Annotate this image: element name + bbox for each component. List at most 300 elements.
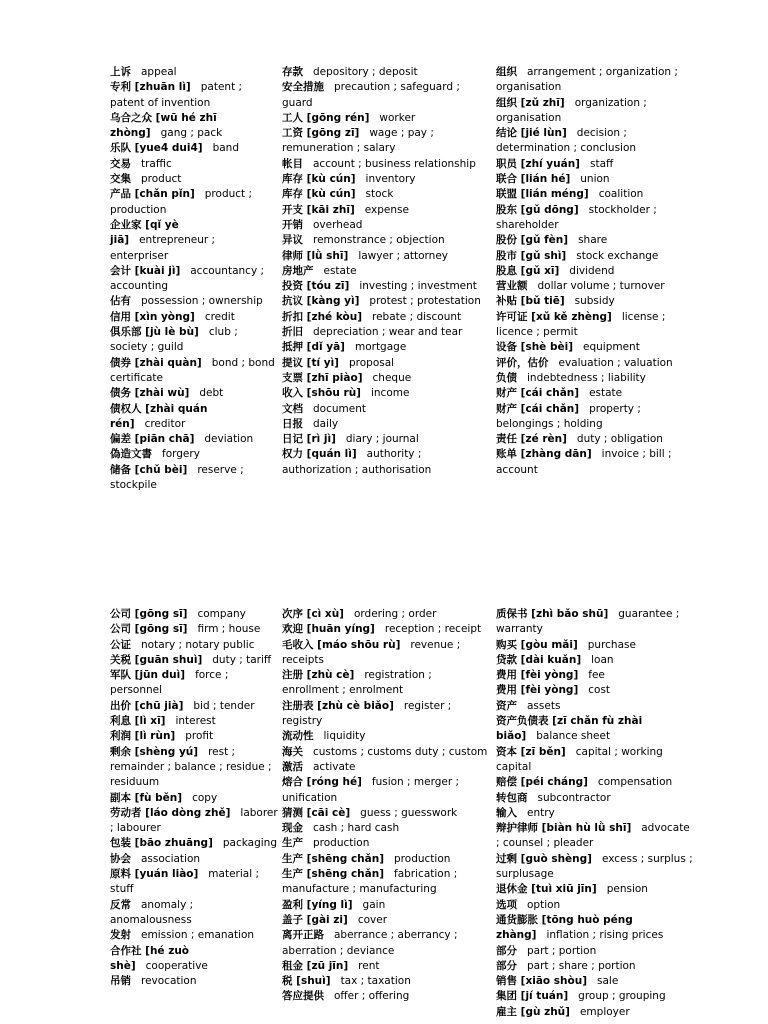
- entry-headword: 设备 [shè bèi]: [496, 341, 573, 354]
- glossary-entry: [110, 791, 278, 806]
- entry-headword: 工资 [gōng zī]: [282, 127, 360, 140]
- entry-headword: 利润 [lì rùn]: [110, 730, 176, 743]
- glossary-entry: [496, 203, 686, 234]
- entry-gloss: proposal: [348, 356, 395, 369]
- entry-gloss: cash ; hard cash: [313, 822, 400, 835]
- entry-gloss: employer: [579, 1005, 630, 1018]
- entry-headword: 销售 [xiāo shòu]: [496, 975, 587, 988]
- glossary-entry: [282, 371, 492, 386]
- entry-headword: 权力 [quán lì]: [282, 448, 357, 461]
- glossary-entry: [496, 745, 696, 776]
- entry-gloss: expense: [364, 203, 409, 216]
- entry-gloss: possession ; ownership: [141, 295, 263, 308]
- entry-gloss: equipment: [583, 341, 640, 354]
- glossary-entry: [282, 989, 492, 1004]
- entry-gloss: cover: [357, 913, 388, 926]
- glossary-entry: [282, 80, 492, 111]
- glossary-column-3: [496, 65, 686, 478]
- glossary-entry: [110, 356, 276, 387]
- entry-gloss: depreciation ; wear and tear: [313, 326, 463, 339]
- entry-headword: 文档: [282, 402, 303, 415]
- entry-headword: 债务 [zhài wù]: [110, 387, 190, 400]
- entry-gloss: entry: [527, 806, 555, 819]
- entry-headword: 盈利 [yíng lì]: [282, 898, 353, 911]
- entry-gloss: license ; licence ; permit: [496, 310, 666, 339]
- entry-headword: 质保书 [zhì bǎo shū]: [496, 608, 609, 620]
- glossary-column-5: [282, 607, 492, 1005]
- entry-headword: 盖子 [gài zi]: [282, 913, 348, 926]
- glossary-entry: [496, 1005, 696, 1020]
- entry-gloss: reception ; receipt: [384, 623, 482, 636]
- entry-headword: 毛收入 [máo shōu rù]: [282, 638, 401, 651]
- entry-headword: 产品 [chǎn pǐn]: [110, 188, 195, 201]
- glossary-entry: [282, 974, 492, 989]
- entry-headword: 股市 [gǔ shì]: [496, 249, 567, 262]
- entry-headword: 股息 [gǔ xī]: [496, 264, 560, 277]
- entry-gloss: stock exchange: [576, 249, 659, 262]
- glossary-entry: [496, 65, 686, 96]
- glossary-entry: [282, 264, 492, 279]
- entry-headword: 公司 [gōng sī]: [110, 608, 188, 620]
- entry-headword: 折旧: [282, 326, 303, 339]
- entry-gloss: customs ; customs duty ; custom: [313, 745, 488, 758]
- glossary-entry: [110, 852, 278, 867]
- entry-headword: 劳动者 [láo dòng zhě]: [110, 806, 231, 819]
- glossary-entry: [110, 714, 278, 729]
- glossary-entry: [282, 249, 492, 264]
- entry-gloss: property ; belongings ; holding: [496, 402, 641, 430]
- entry-gloss: laborer ; labourer: [110, 806, 278, 835]
- entry-gloss: entrepreneur ; enterpriser: [110, 234, 216, 262]
- entry-headword: 集团 [jí tuán]: [496, 990, 569, 1003]
- entry-headword: 选项: [496, 898, 517, 911]
- entry-gloss: account ; business relationship: [313, 157, 476, 170]
- entry-headword: 会计 [kuài jì]: [110, 264, 181, 277]
- entry-gloss: stockholder ; shareholder: [496, 203, 657, 231]
- entry-headword: 联合 [lián hé]: [496, 173, 571, 186]
- entry-gloss: inflation ; rising prices: [546, 929, 664, 942]
- entry-headword: 日报: [282, 417, 303, 430]
- entry-headword: 财产 [cái chǎn]: [496, 402, 580, 415]
- entry-headword: 账单 [zhàng dān]: [496, 448, 592, 461]
- glossary-entry: [496, 402, 686, 433]
- entry-gloss: product: [141, 173, 182, 186]
- glossary-entry: [496, 371, 686, 386]
- entry-headword: 资产: [496, 699, 517, 712]
- entry-gloss: part ; share ; portion: [527, 959, 636, 972]
- glossary-entry: [282, 325, 492, 340]
- glossary-entry: [282, 867, 492, 898]
- entry-gloss: activate: [313, 760, 356, 773]
- glossary-entry: [110, 294, 276, 309]
- entry-headword: 购买 [gòu mǎi]: [496, 638, 578, 651]
- entry-gloss: ordering ; order: [353, 608, 437, 620]
- entry-gloss: advocate ; counsel ; pleader: [496, 822, 690, 850]
- glossary-entry: [496, 340, 686, 355]
- entry-headword: 评价，估价: [496, 356, 549, 369]
- entry-gloss: bond ; bond certificate: [110, 356, 275, 384]
- entry-gloss: estate: [323, 264, 357, 277]
- glossary-entry: [496, 959, 696, 974]
- entry-gloss: registration ; enrollment ; enrolment: [282, 669, 432, 697]
- entry-headword: 利息 [lì xī]: [110, 715, 166, 728]
- entry-gloss: profit: [185, 730, 214, 743]
- entry-gloss: revenue ; receipts: [282, 638, 461, 666]
- entry-headword: 资产负债表 [zī chǎn fù zhài biǎo]: [496, 715, 643, 743]
- glossary-entry: [496, 386, 686, 401]
- glossary-entry: [282, 356, 492, 371]
- entry-headword: 库存 [kù cún]: [282, 173, 356, 186]
- glossary-entry: [282, 172, 492, 187]
- entry-gloss: copy: [192, 791, 218, 804]
- entry-gloss: appeal: [141, 66, 177, 78]
- glossary-entry: [496, 775, 696, 790]
- entry-headword: 军队 [jūn duì]: [110, 669, 186, 682]
- entry-gloss: invoice ; bill ; account: [496, 448, 672, 476]
- entry-headword: 组织 [zǔ zhī]: [496, 96, 565, 109]
- glossary-entry: [496, 944, 696, 959]
- entry-gloss: inventory: [365, 173, 416, 186]
- entry-gloss: subsidy: [574, 295, 615, 308]
- glossary-entry: [110, 65, 276, 80]
- glossary-entry: [110, 325, 276, 356]
- glossary-entry: [496, 279, 686, 294]
- entry-gloss: production: [313, 837, 370, 850]
- entry-headword: 税 [shuì]: [282, 975, 331, 988]
- glossary-entry: [496, 882, 696, 897]
- glossary-entry: [496, 607, 696, 638]
- entry-headword: 律师 [lǜ shī]: [282, 249, 349, 262]
- entry-headword: 提议 [tí yì]: [282, 356, 339, 369]
- entry-headword: 生产 [shēng chǎn]: [282, 852, 385, 865]
- glossary-entry: [282, 386, 492, 401]
- entry-gloss: material ; stuff: [110, 868, 259, 896]
- entry-headword: 支票 [zhī piào]: [282, 371, 363, 384]
- glossary-entry: [496, 791, 696, 806]
- entry-headword: 抵押 [dǐ yā]: [282, 341, 345, 354]
- glossary-entry: [110, 836, 278, 851]
- glossary-entry: [496, 668, 696, 683]
- glossary-entry: [110, 386, 276, 401]
- entry-gloss: arrangement ; organization ; organisation: [496, 66, 678, 94]
- entry-gloss: rest ; remainder ; balance ; residue ; residuum: [110, 745, 272, 789]
- entry-gloss: force ; personnel: [110, 669, 229, 697]
- entry-headword: 包装 [bāo zhuāng]: [110, 837, 213, 850]
- entry-gloss: organization ; organisation: [496, 96, 647, 124]
- glossary-entry: [282, 745, 492, 760]
- glossary-entry: [282, 432, 492, 447]
- entry-gloss: indebtedness ; liability: [527, 371, 646, 384]
- entry-headword: 贷款 [dài kuǎn]: [496, 653, 582, 666]
- entry-gloss: estate: [589, 387, 623, 400]
- entry-gloss: club ; society ; guild: [110, 326, 238, 354]
- entry-headword: 反常: [110, 898, 131, 911]
- glossary-entry: [282, 203, 492, 218]
- glossary-entry: [110, 699, 278, 714]
- entry-gloss: duty ; obligation: [576, 433, 663, 446]
- glossary-entry: [282, 852, 492, 867]
- entry-gloss: register ; registry: [282, 699, 452, 728]
- entry-gloss: daily: [313, 417, 339, 430]
- glossary-entry: [282, 638, 492, 669]
- entry-gloss: reserve ; stockpile: [110, 463, 244, 492]
- glossary-entry: [496, 913, 696, 944]
- entry-headword: 剩余 [shèng yú]: [110, 745, 199, 758]
- entry-headword: 储备 [chǔ bèi]: [110, 463, 188, 476]
- entry-gloss: accountancy ; accounting: [110, 264, 265, 293]
- entry-gloss: liquidity: [323, 730, 366, 743]
- entry-headword: 偽造文書: [110, 448, 152, 461]
- entry-gloss: purchase: [587, 638, 636, 651]
- glossary-entry: [496, 653, 696, 668]
- entry-gloss: cooperative: [145, 959, 208, 972]
- glossary-entry: [496, 974, 696, 989]
- entry-gloss: capital ; working capital: [496, 745, 663, 773]
- entry-headword: 补贴 [bǔ tiē]: [496, 295, 565, 308]
- entry-headword: 企业家 [qǐ yè jiā]: [110, 218, 179, 247]
- entry-headword: 关税 [guān shuì]: [110, 653, 203, 666]
- glossary-entry: [110, 745, 278, 791]
- glossary-entry: [282, 279, 492, 294]
- entry-headword: 营业额: [496, 280, 528, 293]
- entry-headword: 专利 [zhuān lì]: [110, 81, 191, 94]
- entry-headword: 存款: [282, 66, 303, 78]
- glossary-entry: [496, 172, 686, 187]
- entry-headword: 俱乐部 [jù lè bù]: [110, 326, 199, 339]
- entry-headword: 财产 [cái chǎn]: [496, 387, 580, 400]
- glossary-entry: [496, 432, 686, 447]
- glossary-entry: [282, 157, 492, 172]
- entry-gloss: product ; production: [110, 188, 253, 216]
- glossary-column-1: [110, 65, 276, 493]
- glossary-entry: [282, 775, 492, 806]
- entry-headword: 欢迎 [huān yíng]: [282, 623, 375, 636]
- entry-headword: 费用 [fèi yòng]: [496, 684, 579, 697]
- entry-headword: 现金: [282, 822, 303, 835]
- entry-gloss: compensation: [597, 776, 673, 789]
- entry-gloss: depository ; deposit: [313, 66, 418, 78]
- entry-gloss: union: [580, 173, 610, 186]
- entry-headword: 副本 [fù běn]: [110, 791, 183, 804]
- glossary-entry: [282, 699, 492, 730]
- glossary-entry: [496, 989, 696, 1004]
- entry-headword: 公司 [gōng sī]: [110, 623, 188, 636]
- entry-gloss: forgery: [162, 448, 200, 461]
- entry-gloss: tax ; taxation: [340, 975, 411, 988]
- glossary-entry: [496, 356, 686, 371]
- entry-headword: 股东 [gǔ dōng]: [496, 203, 579, 216]
- entry-headword: 离开正路: [282, 929, 324, 942]
- entry-gloss: association: [141, 852, 201, 865]
- glossary-entry: [110, 80, 276, 111]
- entry-headword: 生产 [shēng chǎn]: [282, 868, 385, 881]
- glossary-entry: [496, 852, 696, 883]
- glossary-entry: [496, 96, 686, 127]
- entry-headword: 熔合 [róng hé]: [282, 776, 362, 789]
- entry-headword: 原料 [yuán liào]: [110, 868, 199, 881]
- glossary-entry: [110, 622, 278, 637]
- glossary-entry: [282, 959, 492, 974]
- entry-gloss: share: [578, 234, 608, 247]
- glossary-entry: [496, 638, 696, 653]
- entry-headword: 信用 [xìn yòng]: [110, 310, 195, 323]
- entry-gloss: dollar volume ; turnover: [537, 280, 665, 293]
- entry-headword: 辩护律师 [biàn hù lǜ shī]: [496, 822, 632, 835]
- glossary-entry: [282, 806, 492, 821]
- entry-headword: 部分: [496, 959, 517, 972]
- entry-headword: 佔有: [110, 295, 131, 308]
- entry-headword: 部分: [496, 944, 517, 957]
- entry-headword: 费用 [fèi yòng]: [496, 669, 579, 682]
- entry-headword: 资本 [zī běn]: [496, 745, 566, 758]
- entry-gloss: notary ; notary public: [141, 638, 255, 651]
- glossary-entry: [110, 729, 278, 744]
- entry-gloss: protest ; protestation: [369, 295, 481, 308]
- entry-gloss: deviation: [204, 433, 254, 446]
- glossary-column-4: [110, 607, 278, 989]
- glossary-entry: [110, 141, 276, 156]
- entry-headword: 次序 [cì xù]: [282, 608, 344, 620]
- glossary-entry: [496, 157, 686, 172]
- glossary-entry: [110, 463, 276, 494]
- glossary-entry: [282, 187, 492, 202]
- entry-headword: 协会: [110, 852, 131, 865]
- entry-headword: 安全措施: [282, 81, 324, 94]
- glossary-entry: [496, 806, 696, 821]
- glossary-entry: [282, 607, 492, 622]
- glossary-column-2: [282, 65, 492, 478]
- entry-gloss: document: [313, 402, 366, 415]
- entry-gloss: anomaly ; anomalousness: [110, 898, 194, 926]
- entry-gloss: evaluation ; valuation: [558, 356, 673, 369]
- entry-gloss: production: [394, 852, 451, 865]
- glossary-entry: [282, 447, 492, 478]
- glossary-entry: [496, 233, 686, 248]
- entry-headword: 开支 [kāi zhī]: [282, 203, 355, 216]
- entry-gloss: interest: [175, 715, 216, 728]
- entry-headword: 流动性: [282, 730, 314, 743]
- glossary-entry: [110, 264, 276, 295]
- glossary-entry: [110, 111, 276, 142]
- glossary-entry: [110, 806, 278, 837]
- entry-gloss: stock: [365, 188, 394, 201]
- entry-gloss: investing ; investment: [359, 280, 477, 293]
- glossary-entry: [282, 913, 492, 928]
- entry-gloss: balance sheet: [536, 730, 611, 743]
- entry-gloss: mortgage: [354, 341, 407, 354]
- glossary-entry: [282, 402, 492, 417]
- entry-gloss: cheque: [372, 371, 412, 384]
- entry-gloss: cost: [588, 684, 611, 697]
- glossary-entry: [496, 187, 686, 202]
- entry-headword: 组织: [496, 66, 517, 78]
- glossary-entry: [496, 294, 686, 309]
- glossary-entry: [282, 836, 492, 851]
- entry-headword: 帐目: [282, 157, 303, 170]
- entry-gloss: diary ; journal: [345, 433, 419, 446]
- glossary-entry: [282, 310, 492, 325]
- entry-headword: 开销: [282, 218, 303, 231]
- glossary-entry: [282, 729, 492, 744]
- entry-gloss: decision ; determination ; conclusion: [496, 127, 637, 155]
- entry-headword: 负债: [496, 371, 517, 384]
- entry-gloss: rent: [358, 959, 380, 972]
- entry-gloss: gang ; pack: [160, 127, 223, 140]
- glossary-entry: [110, 172, 276, 187]
- entry-headword: 赔偿 [péi cháng]: [496, 776, 588, 789]
- entry-gloss: credit: [204, 310, 235, 323]
- glossary-entry: [110, 867, 278, 898]
- entry-headword: 偏差 [piān chā]: [110, 433, 195, 446]
- entry-headword: 退休金 [tuì xiū jīn]: [496, 883, 597, 896]
- entry-headword: 生产: [282, 837, 303, 850]
- entry-gloss: dividend: [569, 264, 615, 277]
- entry-headword: 出价 [chū jià]: [110, 699, 184, 712]
- glossary-entry: [496, 714, 696, 745]
- glossary-entry: [110, 157, 276, 172]
- entry-gloss: group ; grouping: [578, 990, 666, 1003]
- glossary-entry: [282, 668, 492, 699]
- glossary-entry: [282, 898, 492, 913]
- glossary-entry: [496, 699, 696, 714]
- glossary-column-6: [496, 607, 696, 1020]
- entry-headword: 库存 [kù cún]: [282, 188, 356, 201]
- entry-headword: 猜测 [cāi cè]: [282, 806, 351, 819]
- entry-gloss: emission ; emanation: [141, 929, 255, 942]
- glossary-entry: [282, 417, 492, 432]
- glossary-entry: [110, 944, 278, 975]
- entry-headword: 联盟 [lián méng]: [496, 188, 589, 201]
- entry-gloss: coalition: [598, 188, 644, 201]
- entry-headword: 投资 [tóu zī]: [282, 280, 350, 293]
- entry-headword: 乌合之众 [wū hé zhī zhòng]: [110, 111, 217, 140]
- glossary-entry: [110, 668, 278, 699]
- glossary-entry: [282, 294, 492, 309]
- entry-gloss: offer ; offering: [334, 990, 410, 1003]
- glossary-entry: [110, 432, 276, 447]
- entry-gloss: duty ; tariff: [212, 653, 272, 666]
- entry-headword: 注册 [zhù cè]: [282, 669, 355, 682]
- glossary-entry: [282, 65, 492, 80]
- entry-headword: 租金 [zū jīn]: [282, 959, 349, 972]
- glossary-entry: [110, 638, 278, 653]
- entry-headword: 职员 [zhí yuán]: [496, 157, 580, 170]
- entry-gloss: excess ; surplus ; surplusage: [496, 852, 693, 881]
- entry-headword: 交集: [110, 173, 131, 186]
- entry-gloss: traffic: [141, 157, 172, 170]
- entry-gloss: precaution ; safeguard ; guard: [282, 81, 460, 109]
- entry-headword: 激活: [282, 760, 303, 773]
- entry-headword: 债权人 [zhài quán rén]: [110, 402, 208, 430]
- entry-headword: 雇主 [gù zhǔ]: [496, 1005, 570, 1018]
- entry-headword: 交易: [110, 157, 131, 170]
- entry-gloss: guess ; guesswork: [360, 806, 458, 819]
- glossary-entry: [110, 447, 276, 462]
- entry-headword: 海关: [282, 745, 303, 758]
- entry-gloss: bid ; tender: [193, 699, 255, 712]
- glossary-entry: [496, 821, 696, 852]
- entry-gloss: band: [212, 142, 239, 155]
- entry-headword: 收入 [shōu rù]: [282, 387, 361, 400]
- entry-gloss: sale: [597, 975, 619, 988]
- entry-headword: 抗议 [kàng yì]: [282, 295, 360, 308]
- glossary-entry: [110, 974, 278, 989]
- glossary-entry: [110, 653, 278, 668]
- glossary-entry: [282, 218, 492, 233]
- entry-gloss: fabrication ; manufacture ; manufacturing: [282, 868, 458, 896]
- entry-headword: 公证: [110, 638, 131, 651]
- glossary-entry: [496, 264, 686, 279]
